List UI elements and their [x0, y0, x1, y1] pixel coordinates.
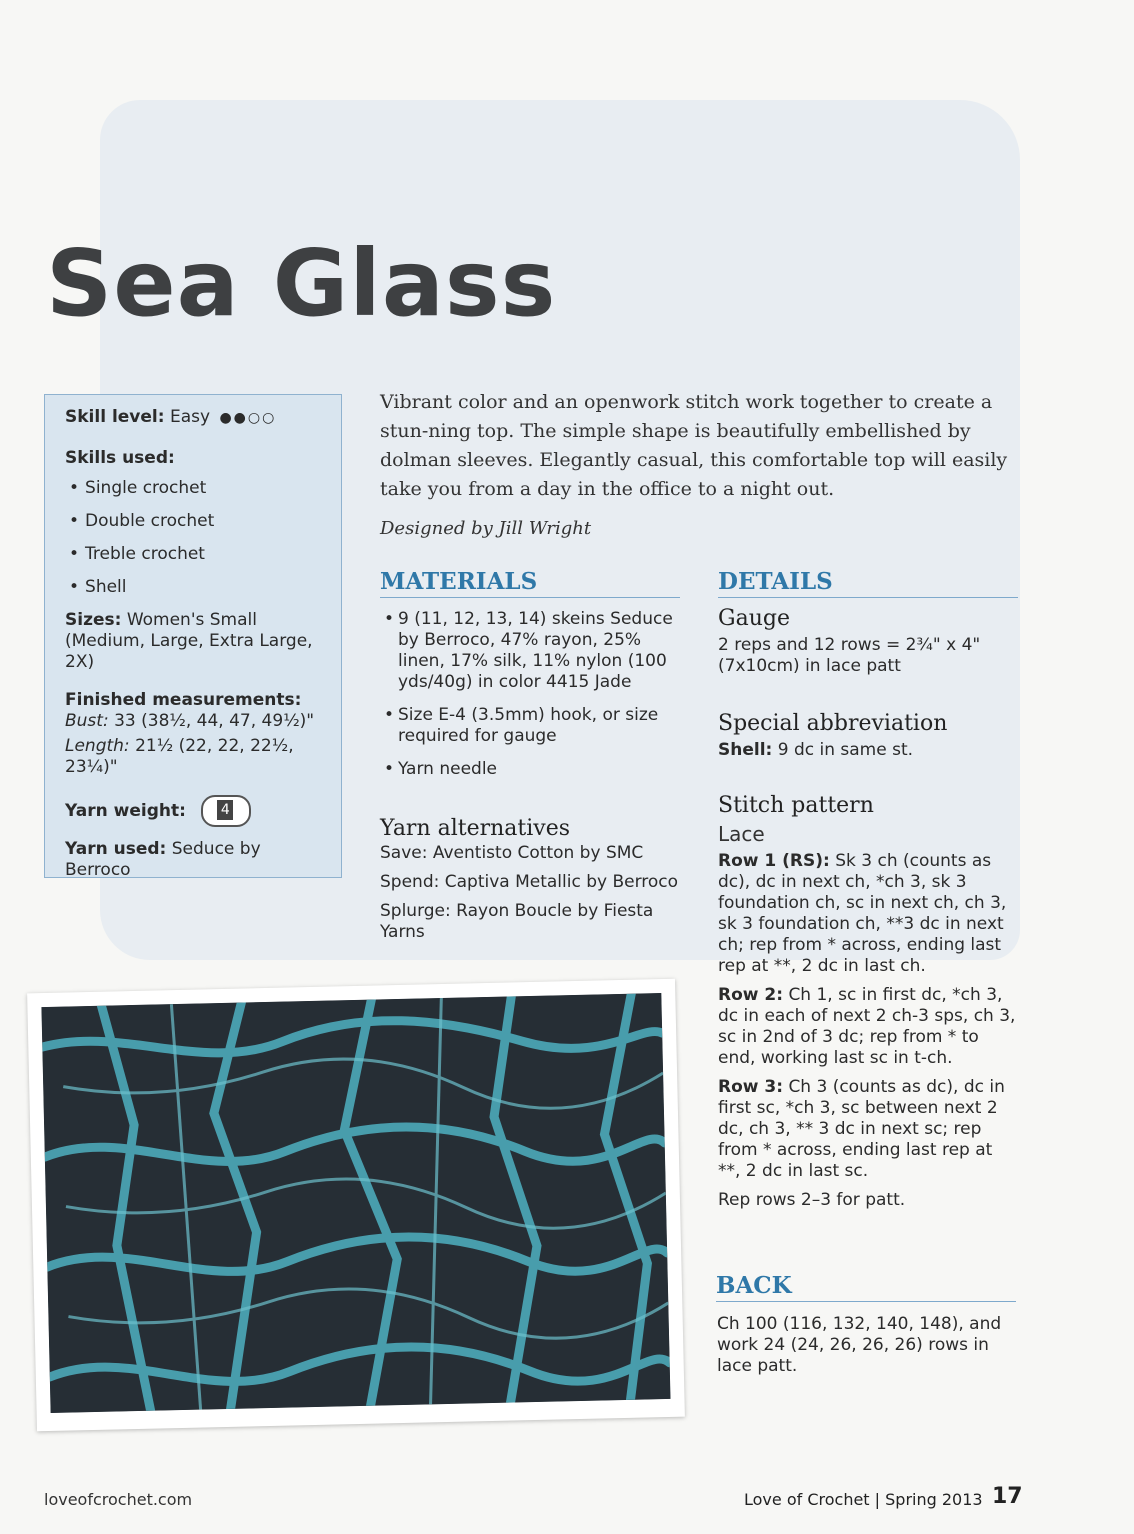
yarn-used: Yarn used: Seduce by Berroco: [65, 839, 261, 880]
yarn-weight-icon: 4: [201, 795, 251, 827]
byline: Designed by Jill Wright: [380, 518, 592, 539]
lace-stitch-illustration: [41, 993, 670, 1413]
list-item: • Size E-4 (3.5mm) hook, or size required for gauge: [380, 705, 680, 747]
swatch-photo-frame: [27, 979, 685, 1432]
back-text: Ch 100 (116, 132, 140, 148), and work 24 (24, 26, 26, 26) rows in lace patt.: [717, 1314, 1002, 1376]
skills-used-label: Skills used:: [65, 448, 175, 468]
repeat-text: Rep rows 2–3 for patt.: [718, 1190, 906, 1210]
footer-site: loveofcrochet.com: [44, 1490, 193, 1509]
alt-save: Save: Aventisto Cotton by SMC: [380, 843, 644, 863]
gauge-text: 2 reps and 12 rows = 2¾" x 4" (7x10cm) in lace patt: [718, 635, 981, 676]
skill-level: Skill level: Easy ●●○○: [65, 407, 277, 427]
yarn-alternatives-heading: Yarn alternatives: [380, 816, 571, 841]
list-item: • Treble crochet: [69, 544, 323, 565]
materials-list: [380, 609, 680, 780]
page-title: Sea Glass: [46, 230, 557, 337]
alt-spend: Spend: Captiva Metallic by Berroco: [380, 872, 679, 892]
back-heading: BACK: [716, 1272, 1016, 1302]
lace-heading: Lace: [718, 822, 765, 846]
list-item: • 9 (11, 12, 13, 14) skeins Seduce by Berroco, 47% rayon, 25% linen, 17% silk, 11% nylon (100 yds/40g) in color 4415 Jade: [380, 609, 680, 693]
details-column: [718, 608, 1018, 1211]
page-number: 17: [992, 1484, 1023, 1509]
bust-measure: Bust: 33 (38½, 44, 47, 49½)": [65, 711, 315, 731]
materials-column: [380, 609, 680, 943]
materials-heading: MATERIALS: [380, 568, 680, 598]
row-2: Row 2: Ch 1, sc in first dc, *ch 3, dc in each of next 2 ch-3 sps, ch 3, sc in 2nd of 3 dc; rep from * to end, working last sc in t-ch.: [718, 985, 1016, 1068]
list-item: • Yarn needle: [380, 759, 680, 780]
skills-list: [69, 478, 323, 598]
stitch-pattern-heading: Stitch pattern: [718, 793, 874, 818]
list-item: • Shell: [69, 577, 323, 598]
skill-dots-icon: ●●○○: [219, 410, 277, 426]
details-heading: DETAILS: [718, 568, 1018, 598]
sizes: Sizes: Women's Small (Medium, Large, Extra Large, 2X): [65, 610, 313, 672]
intro-text: Vibrant color and an openwork stitch work together to create a stun-ning top. The simple shape is beautifully embellished by dolman sleeves. Elegantly casual, this comfortable top will easily take you from a day in the office to a night out.: [380, 391, 1008, 500]
yarn-weight: Yarn weight: 4: [65, 795, 323, 827]
alt-splurge: Splurge: Rayon Boucle by Fiesta Yarns: [380, 901, 654, 942]
info-sidebar: [44, 394, 342, 878]
row-1: Row 1 (RS): Sk 3 ch (counts as dc), dc in next ch, *ch 3, sk 3 foundation ch, sc in next ch, ch 3, sk 3 foundation ch, **3 dc in next ch; rep from * across, ending last rep at **, 2 dc in last ch.: [718, 851, 1007, 976]
gauge-heading: Gauge: [718, 606, 790, 631]
crochet-swatch-photo: [41, 993, 670, 1413]
footer-publication: Love of Crochet | Spring 2013: [744, 1490, 983, 1509]
shell-abbrev: Shell: 9 dc in same st.: [718, 740, 914, 760]
length-measure: Length: 21½ (22, 22, 22½, 23¼)": [65, 736, 294, 777]
list-item: • Double crochet: [69, 511, 323, 532]
finished-measurements-label: Finished measurements:: [65, 690, 302, 710]
row-3: Row 3: Ch 3 (counts as dc), dc in first sc, *ch 3, sc between next 2 dc, ch 3, ** 3 dc in next sc; rep from * across, ending last rep at **, 2 dc in last sc.: [718, 1077, 1005, 1181]
list-item: • Single crochet: [69, 478, 323, 499]
abbrev-heading: Special abbreviation: [718, 711, 948, 736]
